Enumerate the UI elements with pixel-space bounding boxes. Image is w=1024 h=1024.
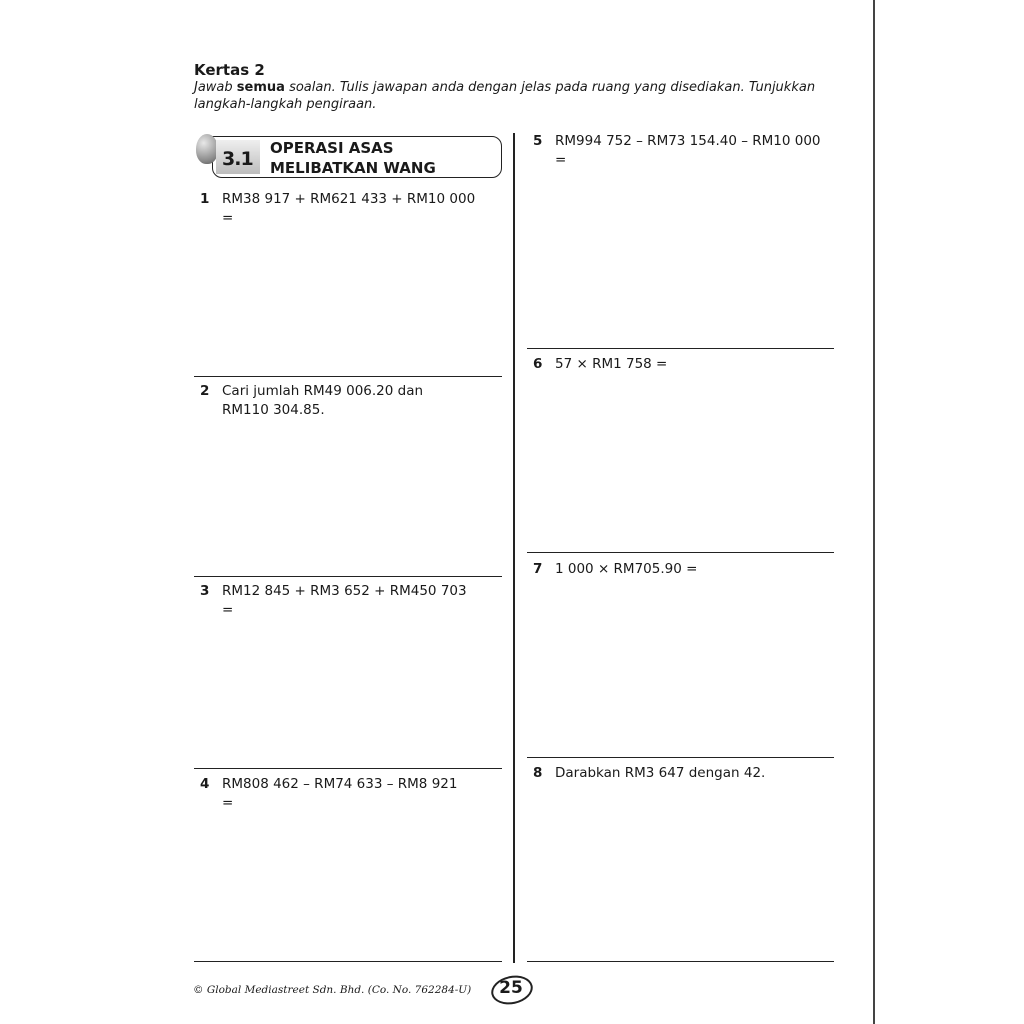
separator-line xyxy=(194,768,502,769)
question-number: 8 xyxy=(533,765,543,781)
topic-number: 3.1 xyxy=(222,148,253,170)
question-text: Darabkan RM3 647 dengan 42. xyxy=(555,765,766,781)
separator-line xyxy=(194,961,502,962)
page-number-badge xyxy=(489,975,533,1003)
question-number: 1 xyxy=(200,191,210,207)
separator-line xyxy=(527,552,834,553)
question-text: RM12 845 + RM3 652 + RM450 703 xyxy=(222,583,467,599)
separator-line xyxy=(194,576,502,577)
question-text: 57 × RM1 758 = xyxy=(555,356,668,372)
lightbulb-icon xyxy=(196,134,218,164)
instructions-bold: semua xyxy=(236,80,285,95)
question-number: 5 xyxy=(533,133,543,149)
column-divider xyxy=(513,133,515,963)
question-text-line2: = xyxy=(222,602,234,618)
question-text-line2: = xyxy=(222,210,234,226)
paper-title: Kertas 2 xyxy=(194,61,265,79)
question-text: 1 000 × RM705.90 = xyxy=(555,561,698,577)
question-text-line2: = xyxy=(555,152,567,168)
page-number: 25 xyxy=(499,978,523,998)
separator-line xyxy=(527,757,834,758)
copyright-footer: © Global Mediastreet Sdn. Bhd. (Co. No. 762284-U) xyxy=(193,984,472,996)
question-text: RM38 917 + RM621 433 + RM10 000 xyxy=(222,191,476,207)
question-text-line2: = xyxy=(222,795,234,811)
instructions-pre: Jawab xyxy=(194,80,237,95)
question-text: RM994 752 – RM73 154.40 – RM10 000 xyxy=(555,133,821,149)
question-number: 4 xyxy=(200,776,210,792)
separator-line xyxy=(527,348,834,349)
question-number: 3 xyxy=(200,583,210,599)
question-text: RM808 462 – RM74 633 – RM8 921 xyxy=(222,776,458,792)
instructions-post: soalan. Tulis jawapan anda dengan jelas pada ruang yang disediakan. Tunjukkan langkah-langkah pengiraan. xyxy=(194,80,816,112)
instructions xyxy=(194,79,834,113)
question-text-line2: RM110 304.85. xyxy=(222,402,325,418)
question-text: Cari jumlah RM49 006.20 dan xyxy=(222,383,424,399)
question-number: 2 xyxy=(200,383,210,399)
question-number: 7 xyxy=(533,561,543,577)
separator-line xyxy=(194,376,502,377)
page-edge xyxy=(873,0,875,1024)
separator-line xyxy=(527,961,834,962)
question-number: 6 xyxy=(533,356,543,372)
topic-title: OPERASI ASAS MELIBATKAN WANG xyxy=(270,139,436,177)
topic-banner xyxy=(196,134,502,180)
